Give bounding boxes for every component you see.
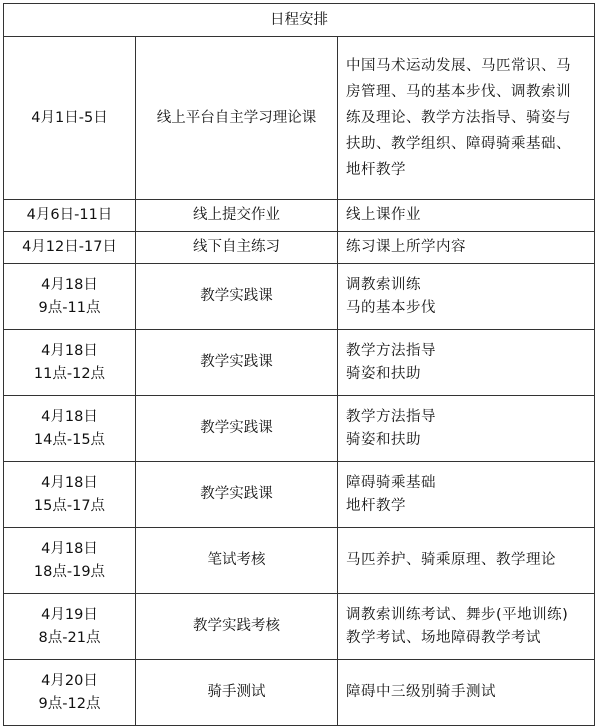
- course-cell: 教学实践考核: [136, 594, 338, 660]
- content-cell: 中国马术运动发展、马匹常识、马 房管理、马的基本步伐、调教索训 练及理论、教学方法指导、骑姿与 扶助、教学组织、障碍骑乘基础、 地杆教学: [338, 37, 595, 200]
- course-cell: 线上提交作业: [136, 200, 338, 232]
- course-cell: 线上平台自主学习理论课: [136, 37, 338, 200]
- table-row: [4, 660, 595, 726]
- content-cell: 线上课作业: [338, 200, 595, 232]
- date-cell: 4月18日 11点-12点: [4, 330, 136, 396]
- date-cell: 4月12日-17日: [4, 232, 136, 264]
- content-cell: 教学方法指导 骑姿和扶助: [338, 330, 595, 396]
- content-cell: 练习课上所学内容: [338, 232, 595, 264]
- content-cell: 教学方法指导 骑姿和扶助: [338, 396, 595, 462]
- date-cell: 4月19日 8点-21点: [4, 594, 136, 660]
- date-cell: 4月18日 15点-17点: [4, 462, 136, 528]
- course-cell: 线下自主练习: [136, 232, 338, 264]
- schedule-table: [3, 3, 595, 726]
- content-cell: 障碍骑乘基础 地杆教学: [338, 462, 595, 528]
- date-cell: 4月18日 14点-15点: [4, 396, 136, 462]
- date-cell: 4月20日 9点-12点: [4, 660, 136, 726]
- course-cell: 教学实践课: [136, 396, 338, 462]
- table-row: [4, 396, 595, 462]
- table-row: [4, 528, 595, 594]
- content-cell: 调教索训练 马的基本步伐: [338, 264, 595, 330]
- table-row: [4, 462, 595, 528]
- date-cell: 4月6日-11日: [4, 200, 136, 232]
- table-row: [4, 594, 595, 660]
- schedule-title: 日程安排: [4, 4, 595, 37]
- table-row: [4, 264, 595, 330]
- course-cell: 笔试考核: [136, 528, 338, 594]
- content-cell: 调教索训练考试、舞步(平地训练) 教学考试、场地障碍教学考试: [338, 594, 595, 660]
- content-cell: 障碍中三级别骑手测试: [338, 660, 595, 726]
- course-cell: 教学实践课: [136, 264, 338, 330]
- date-cell: 4月18日 9点-11点: [4, 264, 136, 330]
- table-row: [4, 37, 595, 200]
- table-row: [4, 330, 595, 396]
- title-row: [4, 4, 595, 37]
- date-cell: 4月1日-5日: [4, 37, 136, 200]
- table-row: [4, 232, 595, 264]
- content-cell: 马匹养护、骑乘原理、教学理论: [338, 528, 595, 594]
- course-cell: 教学实践课: [136, 462, 338, 528]
- table-row: [4, 200, 595, 232]
- date-cell: 4月18日 18点-19点: [4, 528, 136, 594]
- course-cell: 骑手测试: [136, 660, 338, 726]
- course-cell: 教学实践课: [136, 330, 338, 396]
